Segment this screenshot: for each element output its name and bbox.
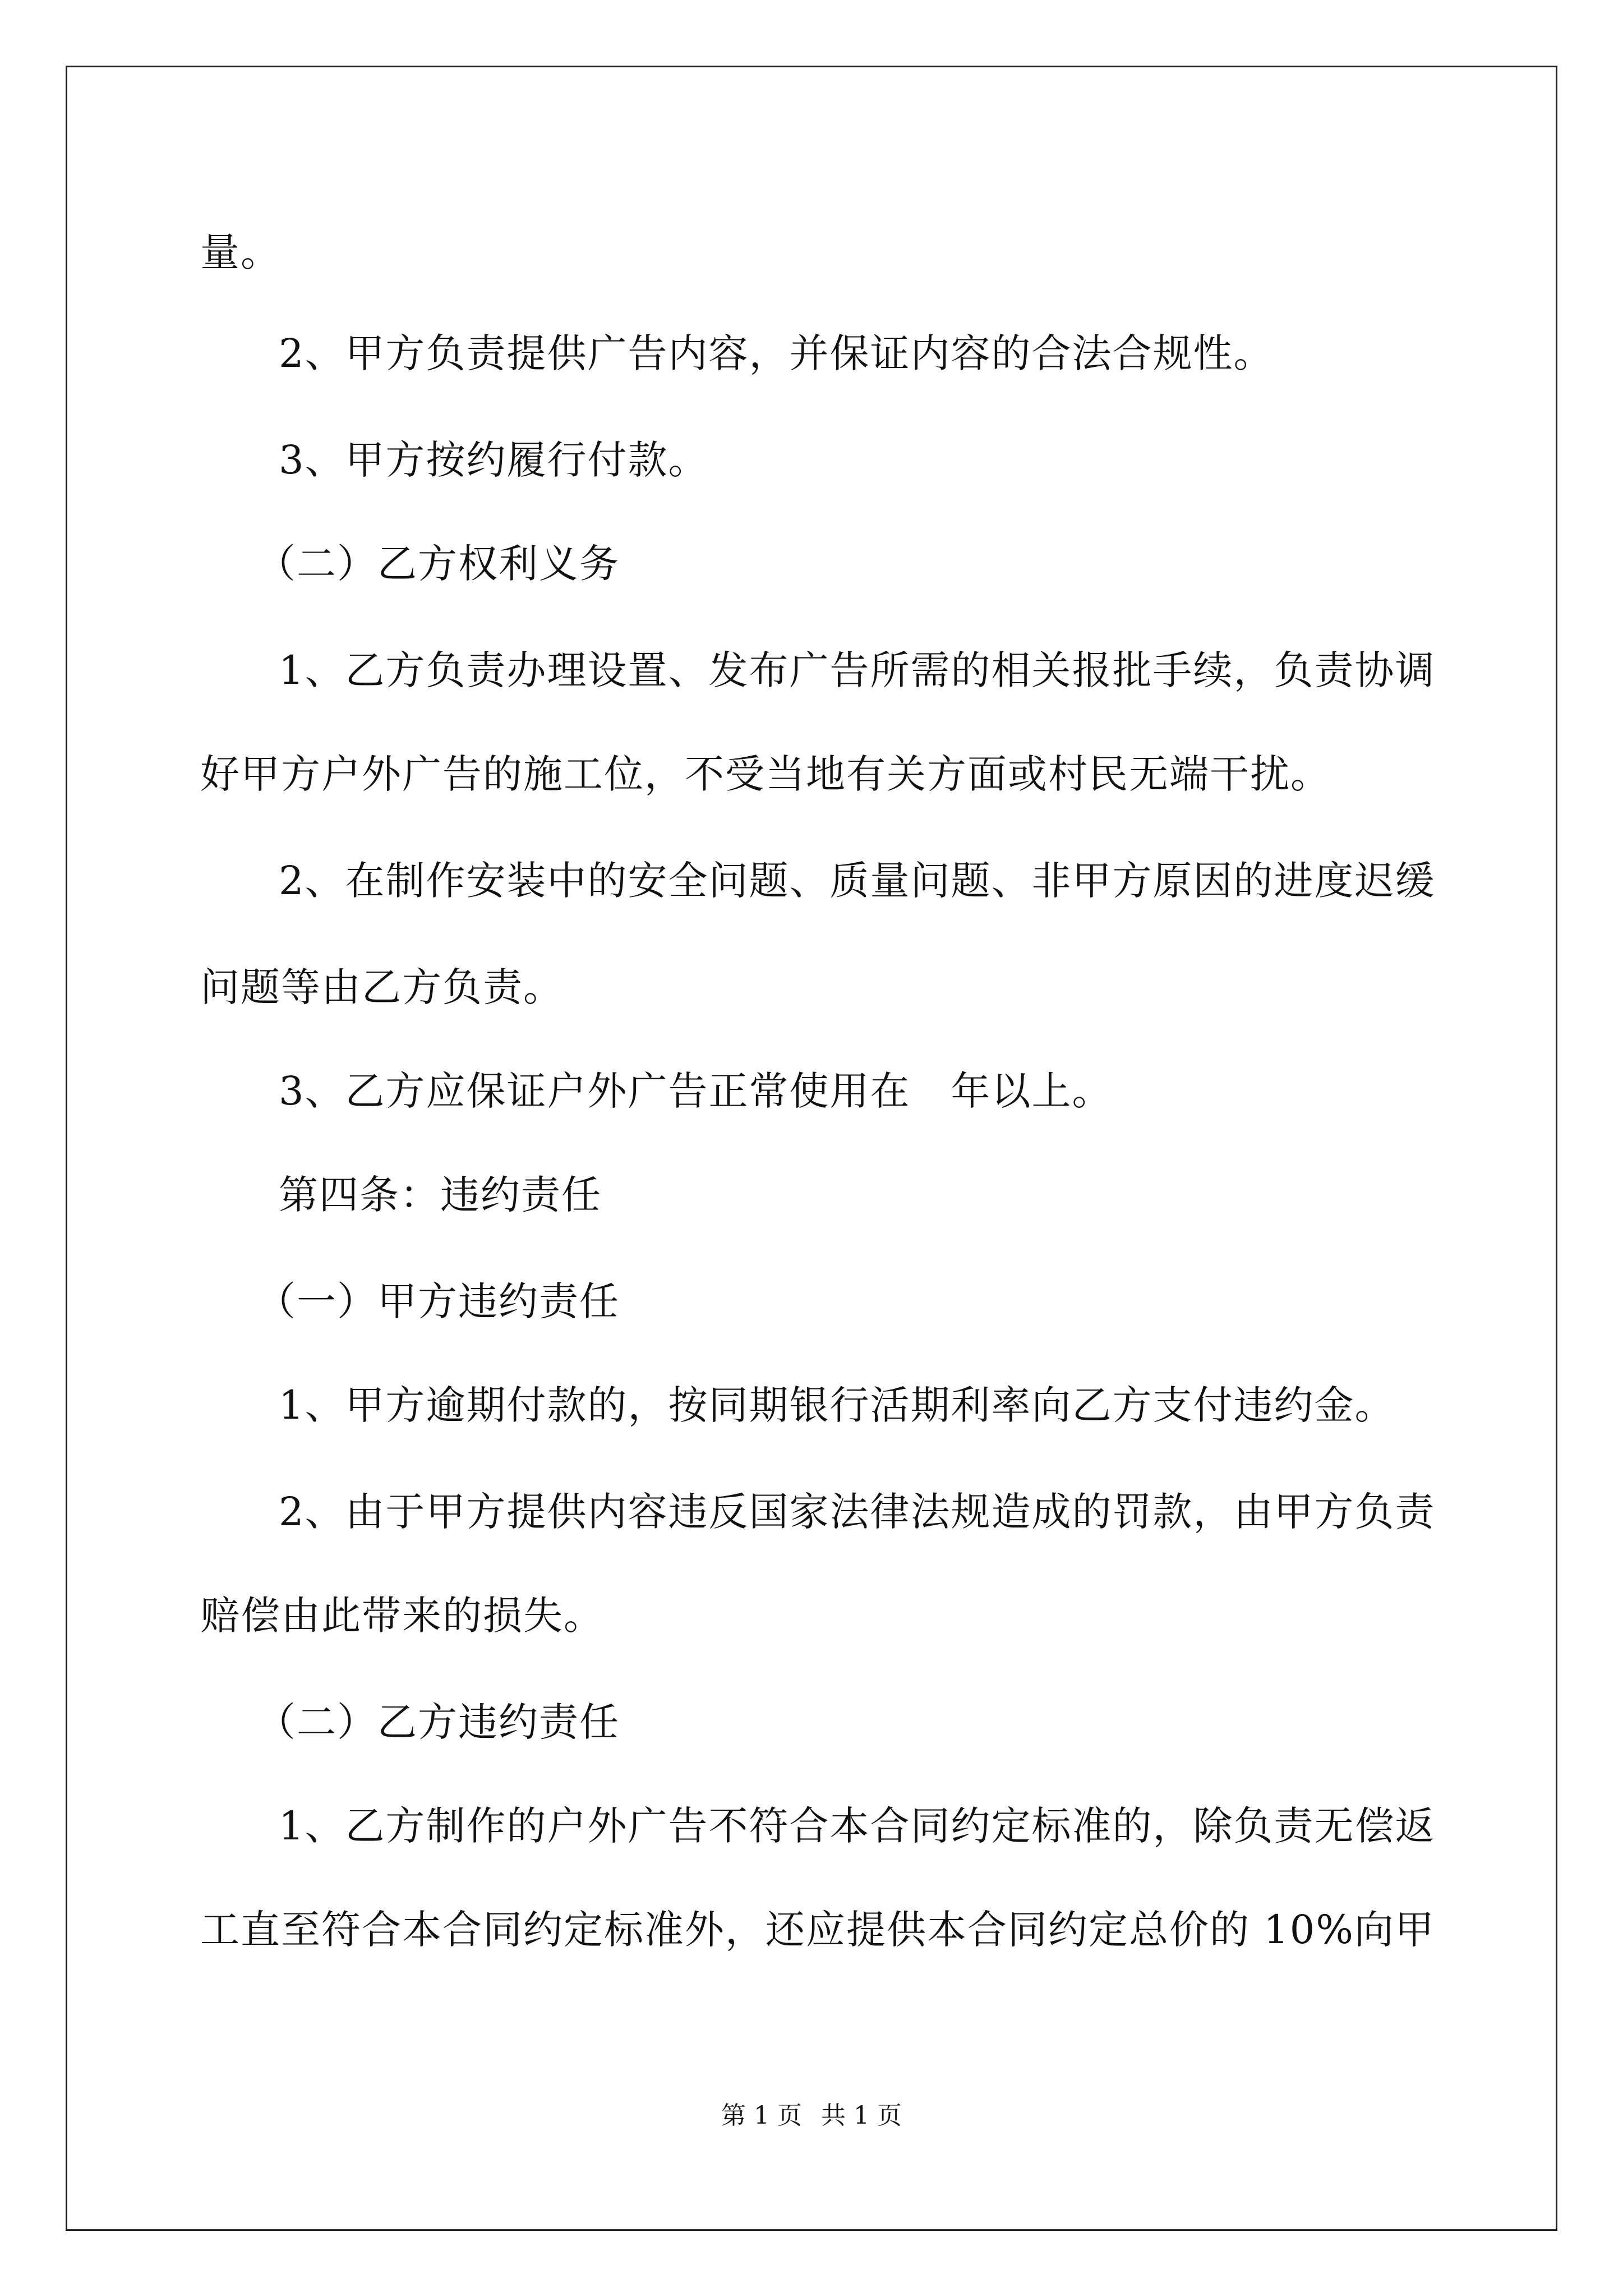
- text-line: 工直至符合本合同约定标准外，还应提供本合同约定总价的 10%向甲: [200, 1907, 1435, 1953]
- section-heading: （二）乙方违约责任: [256, 1699, 620, 1745]
- text-line: 问题等由乙方负责。: [200, 964, 564, 1010]
- text-line: 赔偿由此带来的损失。: [200, 1593, 604, 1639]
- page-footer: [0, 2099, 1623, 2133]
- page-number-current: 第 1 页: [721, 2101, 802, 2130]
- article-heading: 第四条：违约责任: [279, 1172, 602, 1218]
- text-line: 1、乙方制作的户外广告不符合本合同约定标准的，除负责无偿返: [279, 1803, 1436, 1849]
- text-line: 1、乙方负责办理设置、发布广告所需的相关报批手续，负责协调: [279, 647, 1436, 693]
- text-line: 好甲方户外广告的施工位，不受当地有关方面或村民无端干扰。: [200, 751, 1331, 797]
- text-line: 1、甲方逾期付款的，按同期银行活期利率向乙方支付违约金。: [279, 1382, 1395, 1428]
- section-heading: （二）乙方权利义务: [256, 541, 620, 587]
- text-line: 3、甲方按约履行付款。: [279, 437, 709, 483]
- text-line: 2、甲方负责提供广告内容，并保证内容的合法合规性。: [279, 330, 1274, 376]
- text-line: 量。: [200, 229, 281, 275]
- text-line: 2、在制作安装中的安全问题、质量问题、非甲方原因的进度迟缓: [279, 858, 1436, 904]
- section-heading: （一）甲方违约责任: [256, 1278, 620, 1324]
- page-number-total: 共 1 页: [821, 2101, 902, 2130]
- text-line: 3、乙方应保证户外广告正常使用在 年以上。: [279, 1068, 1113, 1114]
- text-line: 2、由于甲方提供内容违反国家法律法规造成的罚款，由甲方负责: [279, 1489, 1436, 1535]
